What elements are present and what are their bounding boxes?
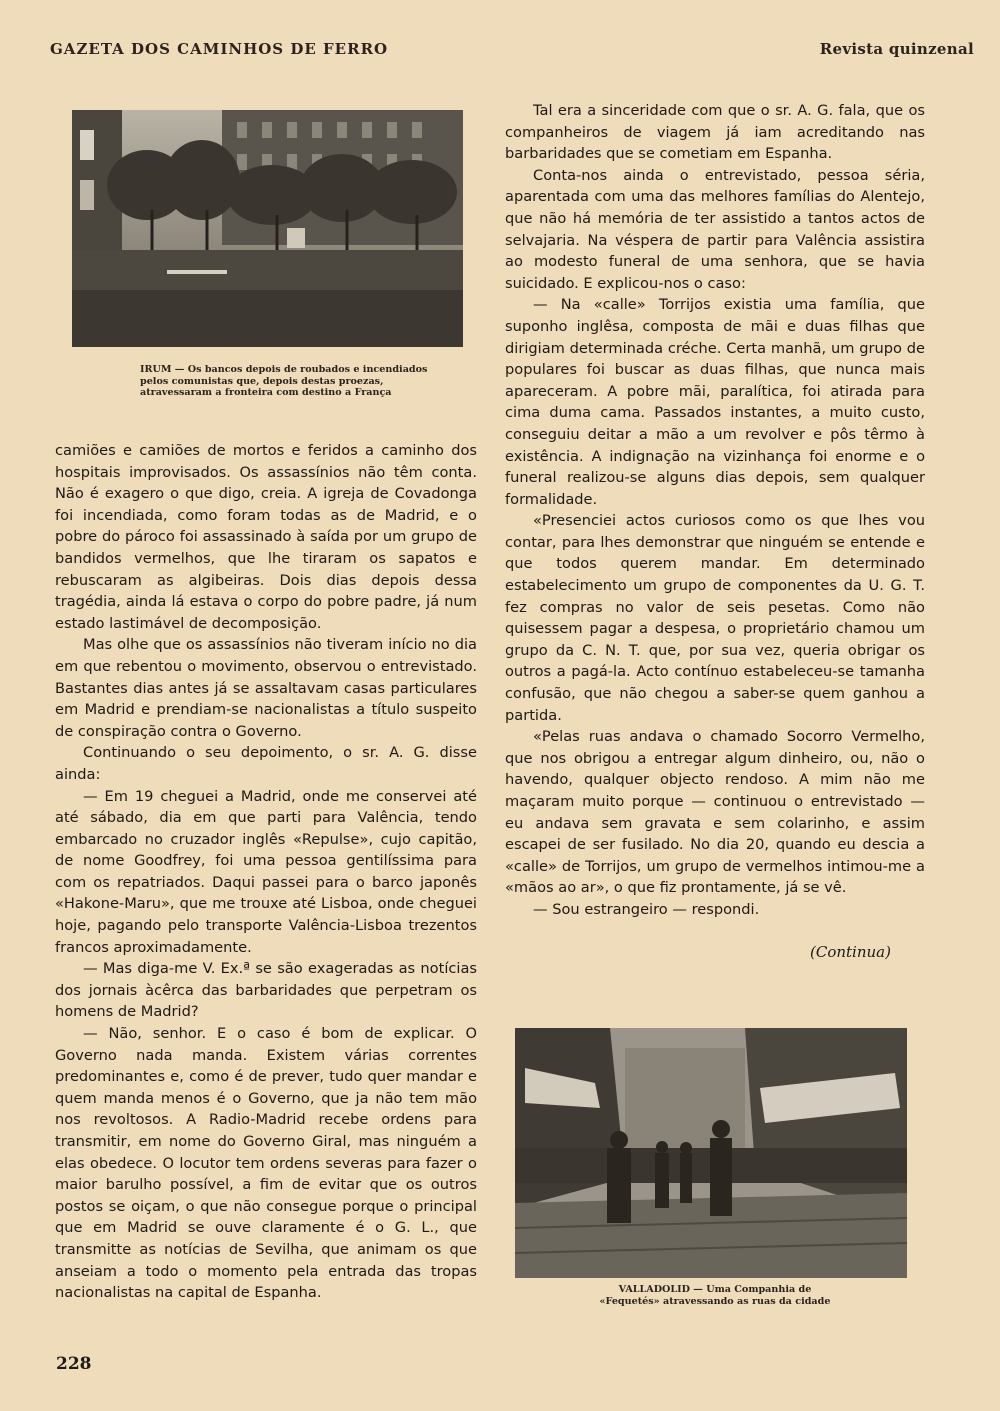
left-paragraph-5: — Mas diga-me V. Ex.ª se são exageradas as notícias dos jornais àcêrca das barbaridades que perpetram os homens de Madrid? [55,960,477,1021]
valladolid-street-photo [515,1028,907,1278]
valladolid-photo-illustration [515,1028,907,1278]
right-paragraph-2: Conta-nos ainda o entrevistado, pessoa séria, aparentada com uma das melhores famílias do Alentejo, que não há memória de ter assistido a tantos actos de selvajaria. Na véspera de partir para Valência assistira ao modesto funeral de uma senhora, que se havia suicidado. E explicou-nos o caso: [505,166,925,292]
left-paragraph-2: Mas olhe que os assassínios não tiveram início no dia em que rebentou o movimento, observou o entrevistado. Bastantes dias antes já se assaltavam casas particulares em Madrid e prendiam-se nacionalistas a título suspeito de conspiração contra o Governo. [55,636,477,740]
right-column [505,100,925,921]
irun-street-photo [72,110,463,347]
right-paragraph-3: — Na «calle» Torrijos existia uma família, que suponho inglêsa, composta de mãi e duas filhas que dirigiam determinada créche. Certa manhã, um grupo de populares foi buscar as duas filhas, que nunca mais apareceram. A pobre mãi, paralítica, foi atirada para cima duma cama. Passados instantes, a muito custo, conseguiu deitar a mão a um revolver e pôs têrmo à existência. A indignação na vizinhança foi enorme e o funeral realizou-se alguns dias depois, sem qualquer formalidade. [505,296,925,508]
left-paragraph-4: — Em 19 cheguei a Madrid, onde me conservei até até sábado, dia em que parti para Valência, tendo embarcado no cruzador inglês «Repulse», cujo capitão, de nome Goodfrey, foi uma pessoa gentilíssima para com os repatriados. Daqui passei para o barco japonês «Hakone-Maru», que me trouxe até Lisboa, onde cheguei hoje, pagando pelo transporte Valência-Lisboa trezentos francos aproximadamente. [55,787,477,956]
irun-photo-illustration [72,110,463,347]
right-paragraph-1: Tal era a sinceridade com que o sr. A. G. fala, que os companheiros de viagem já iam acreditando nas barbaridades que se cometiam em Espanha. [505,102,925,163]
right-paragraph-4: «Presenciei actos curiosos como os que lhes vou contar, para lhes demonstrar que ninguém se entende e que todos querem mandar. Em determinado estabelecimento um grupo de componentes da U. G. T. fez compras no valor de seis pesetas. Como não quisessem pagar a despesa, o proprietário chamou um grupo da C. N. T. que, por sua vez, queria obrigar os outros a pagá-la. Acto contínuo estabeleceu-se tamanha confusão, que não chegou a saber-se quem ganhou a partida. [505,512,925,724]
left-paragraph-3: Continuando o seu depoimento, o sr. A. G. disse ainda: [55,744,477,783]
right-paragraph-6: — Sou estrangeiro — respondi. [533,900,760,918]
continued-note: (Continua) [810,943,891,961]
left-column [55,440,477,1304]
publication-title: GAZETA DOS CAMINHOS DE FERRO [50,40,389,58]
valladolid-photo-caption: VALLADOLID — Uma Companhia de «Fequetés» atravessando as ruas da cidade [599,1284,831,1307]
right-paragraph-5: «Pelas ruas andava o chamado Socorro Vermelho, que nos obrigou a entregar algum dinheiro, ou, não o havendo, qualquer objecto rendoso. A mim não me maçaram muito porque — continuou o entrevistado — eu andava sem gravata e sem colarinho, e assim escapei de ser fusilado. No dia 20, quando eu descia a «calle» de Torrijos, um grupo de vermelhos intimou-me a «mãos ao ar», o que fiz prontamente, já se vê. [505,728,925,897]
left-paragraph-6: — Não, senhor. E o caso é bom de explicar. O Governo nada manda. Existem várias correntes predominantes e, como é de prever, tudo quer mandar e quem manda menos é o Governo, que ja não tem mão nos revoltosos. A Radio-Madrid recebe ordens para transmitir, em nome do Governo Giral, mas ninguém a elas obedece. O locutor tem ordens severas para fazer o maior barulho possível, a fim de evitar que os outros postos se oiçam, o que não consegue porque o principal que em Madrid se ouve claramente é o G. L., que transmitte as notícias de Sevilha, que animam os que anseiam a todo o momento pela entrada das tropas nacionalistas na capital de Espanha. [55,1025,477,1302]
irun-photo-caption: IRUM — Os bancos depois de roubados e incendiados pelos comunistas que, depois destas proezas, atravessaram a fronteira com destino a França [140,364,428,399]
publication-subtitle: Revista quinzenal [819,40,974,58]
page-number: 228 [56,1354,92,1374]
left-paragraph-1: camiões e camiões de mortos e feridos a caminho dos hospitais improvisados. Os assassínios não têm conta. Não é exagero o que digo, creia. A igreja de Covadonga foi incendiada, como foram todas as de Madrid, e o pobre do pároco foi assassinado à saída por um grupo de bandidos vermelhos, que lhe tiraram os sapatos e rebuscaram as algibeiras. Dois dias depois dessa tragédia, ainda lá estava o corpo do pobre padre, já num estado lastimável de decomposição. [55,442,477,632]
